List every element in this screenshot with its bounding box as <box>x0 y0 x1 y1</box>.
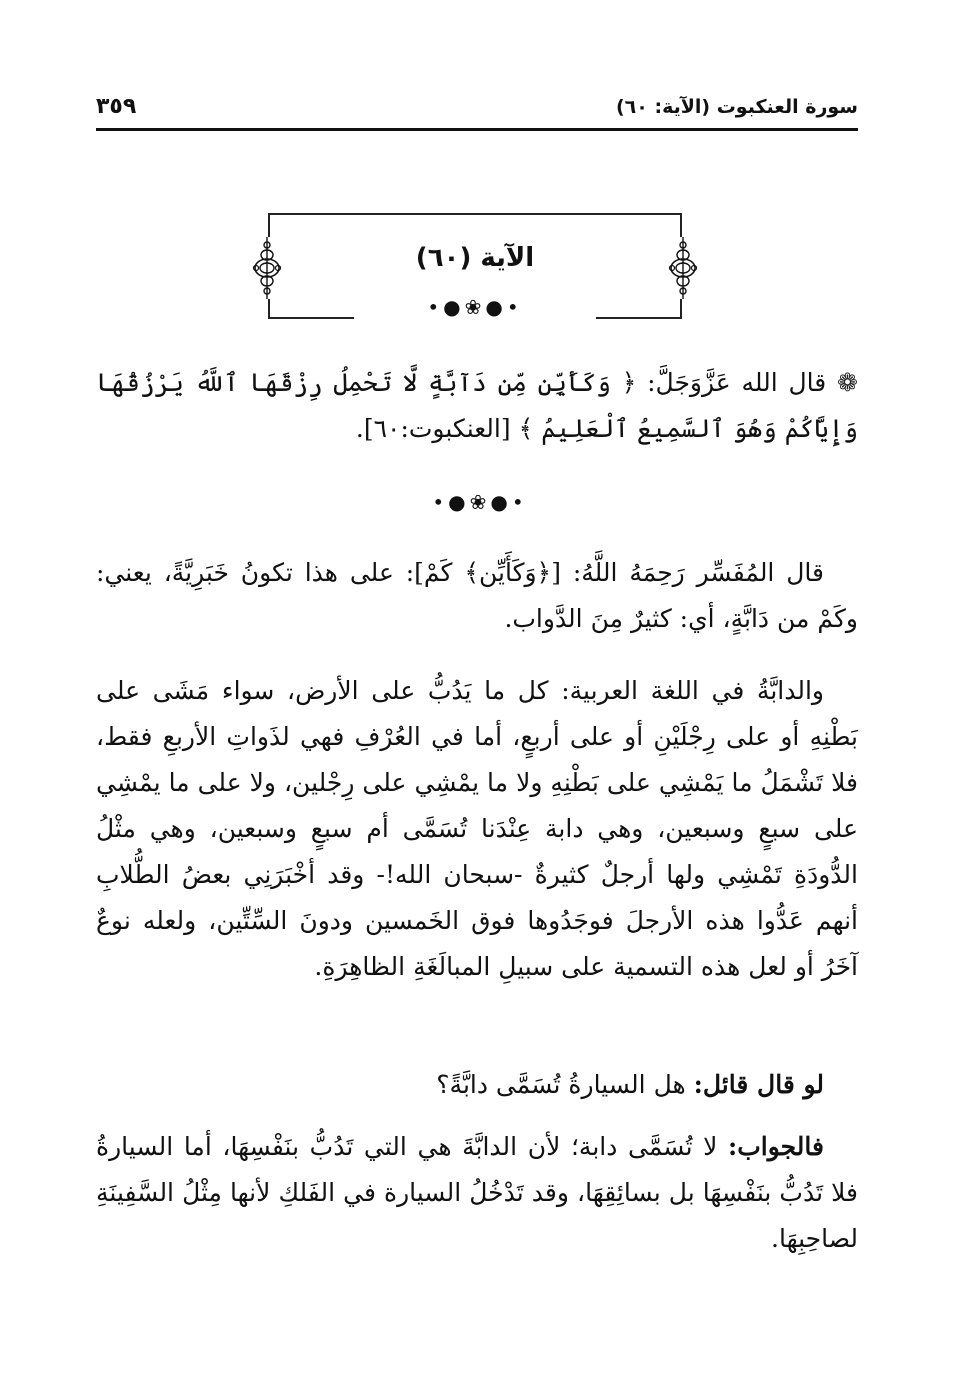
quran-verse-text: وَكَأَيِّن مِّن دَآبَّةٍ لَّا تَحْمِلُ رِزْقَهَا ٱللَّهُ يَرْزُقُهَا وَإِيَّاكُمْ وَهُوَ ٱلسَّمِيعُ ٱلْعَلِيمُ <box>96 368 858 443</box>
flower-ornament-icon: ❁ <box>837 368 858 397</box>
page-number: ٣٥٩ <box>96 94 137 119</box>
question-text: هل السيارةُ تُسَمَّى دابَّةً؟ <box>436 1070 686 1099</box>
answer-paragraph <box>96 1124 858 1262</box>
quran-intro: قال الله عَزَّوَجَلَّ: <box>647 368 827 397</box>
quran-reference: [العنكبوت:٦٠]. <box>355 414 511 443</box>
answer-text: لا تُسَمَّى دابة؛ لأن الدابَّةَ هي التي تَدُبُّ بنَفْسِهَا، أما السيارةُ فلا تَدُبُّ بنَفْسِهَا بل بسائِقِهَا، وقد تَدْخُلُ السيارة في الفَلكِ لأنها مِثْلُ السَّفِينَةِ لصاحِبِهَا. <box>96 1132 858 1253</box>
verse-heading-frame <box>268 213 682 319</box>
verse-heading-title: الآية (٦٠) <box>415 243 535 273</box>
commentary-paragraph-2: والدابَّةُ في اللغة العربية: كل ما يَدُبُّ على الأرض، سواء مَشَى على بَطْنِهِ أو على رِجْلَيْنِ أو على أربعٍ، أما في العُرْفِ فهي لذَواتِ الأربعِ فقط، فلا تَشْمَلُ ما يَمْشِي على بَطْنِهِ ولا ما يمْشِي على رِجْلين، ولا على ما يمْشِي على سبعٍ وسبعين، وهي دابة عِنْدَنا تُسَمَّى أم سبعٍ وسبعين، وهي مثْلُ الدُّودَةِ تَمْشِي ولها أرجلٌ كثيرةٌ -سبحان الله!- وقد أخْبَرَنِي بعضُ الطُّلابِ أنهم عَدُّوا هذه الأرجلَ فوجَدُوها فوق الخَمسين ودونَ السِّتِّين، ولعله نوعٌ آخَرُ أو لعل هذه التسمية على سبيلِ المبالَغَةِ الظاهِرَةِ. <box>96 676 858 981</box>
quran-verse-paragraph <box>96 360 858 452</box>
answer-lead: فالجواب: <box>728 1132 824 1161</box>
question-lead: لو قال قائل: <box>693 1070 824 1099</box>
close-brace: ﴾ <box>518 414 534 443</box>
question-paragraph <box>96 1062 858 1108</box>
section-separator: •●❀●• <box>432 490 528 514</box>
open-brace: ﴿ <box>621 368 637 397</box>
surah-title: سورة العنكبوت (الآية: ٦٠) <box>615 96 858 118</box>
heading-ornament: •●❀●• <box>427 295 523 319</box>
running-header <box>96 94 858 131</box>
commentary-paragraph-1: قال المُفَسِّر رَحِمَهُ اللَّهُ: [﴿وَكَأَيِّن﴾ كَمْ]: على هذا تكونُ خَبَرِيَّةً، يعني: وكَمْ من دَابَّةٍ، أي: كثيرٌ مِنَ الدَّواب. <box>96 558 858 633</box>
